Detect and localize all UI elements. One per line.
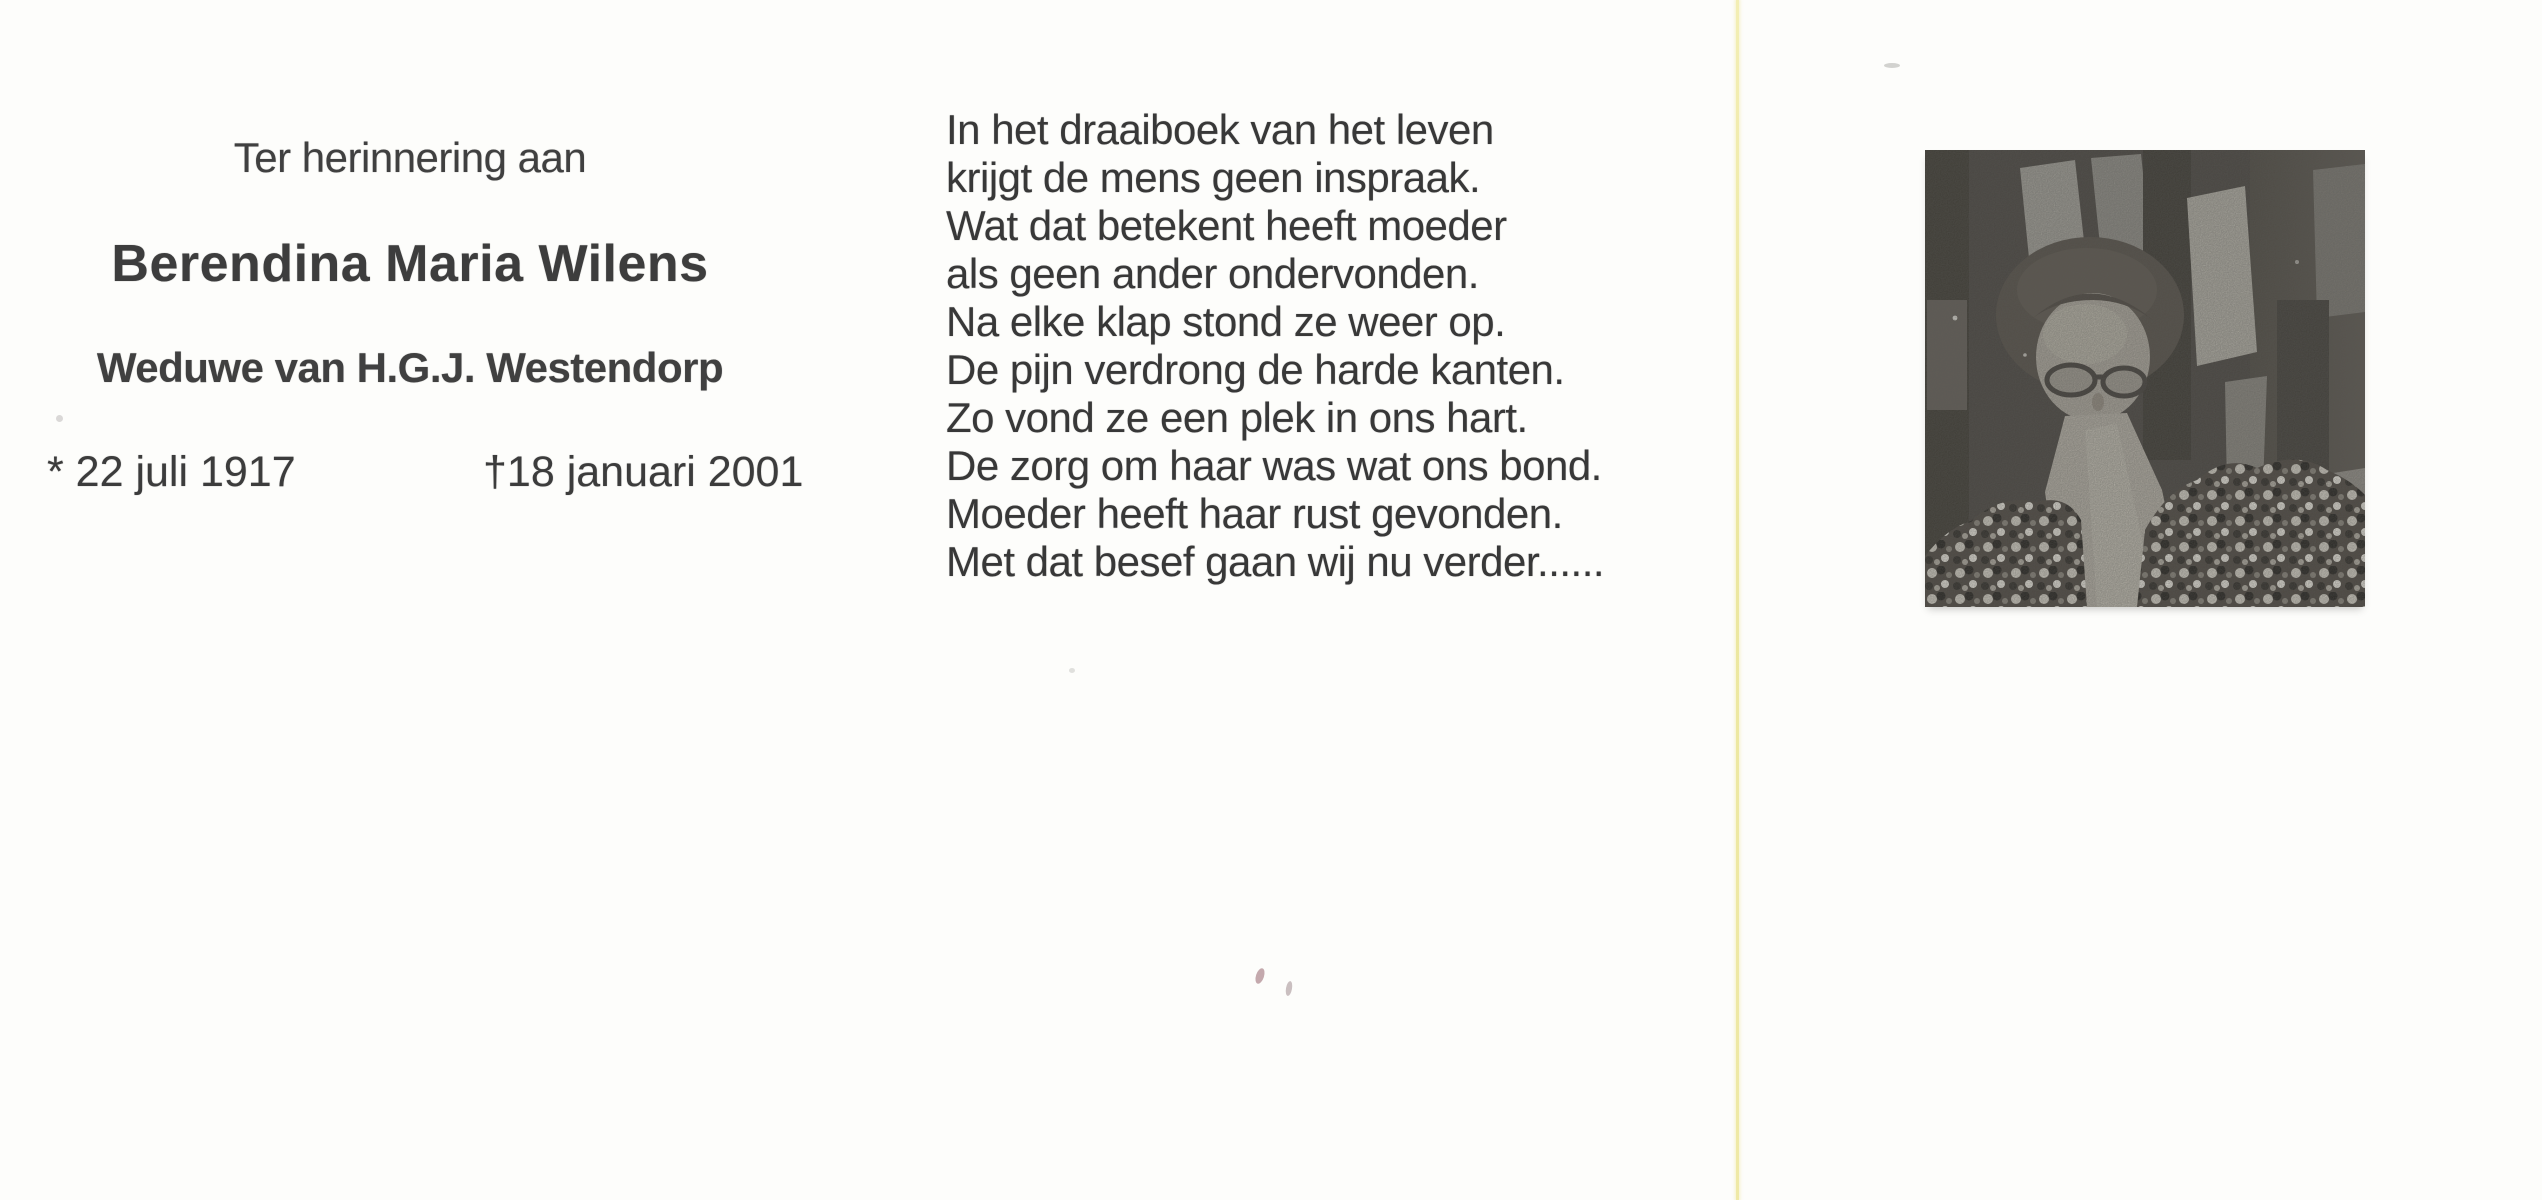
poem-line: als geen ander ondervonden. [946, 250, 1479, 297]
poem-line: In het draaiboek van het leven [946, 106, 1494, 153]
poem-line: Wat dat betekent heeft moeder [946, 202, 1507, 249]
deceased-name: Berendina Maria Wilens [111, 235, 709, 293]
birth-date: * 22 juli 1917 [47, 448, 296, 496]
poem-line: Moeder heeft haar rust gevonden. [946, 490, 1563, 537]
poem-line: De pijn verdrong de harde kanten. [946, 346, 1565, 393]
scan-speck [1285, 981, 1294, 997]
scan-speck [56, 415, 63, 422]
scan-speck [1254, 967, 1267, 985]
poem-line: krijgt de mens geen inspraak. [946, 154, 1481, 201]
intro-line: Ter herinnering aan [233, 134, 587, 181]
portrait-photo-art [1925, 150, 2365, 607]
relation-line: Weduwe van H.G.J. Westendorp [96, 344, 724, 391]
portrait-photo [1925, 150, 2365, 607]
scan-speck [1884, 63, 1900, 68]
death-date: †18 januari 2001 [483, 448, 804, 496]
poem-line: De zorg om haar was wat ons bond. [946, 442, 1602, 489]
poem-line: Met dat besef gaan wij nu verder...... [946, 538, 1605, 585]
card-fold-line [1736, 0, 1739, 1200]
poem-line: Na elke klap stond ze weer op. [946, 298, 1506, 345]
scan-speck [1069, 668, 1075, 673]
poem-line: Zo vond ze een plek in ons hart. [946, 394, 1528, 441]
memorial-poem [946, 106, 1604, 586]
